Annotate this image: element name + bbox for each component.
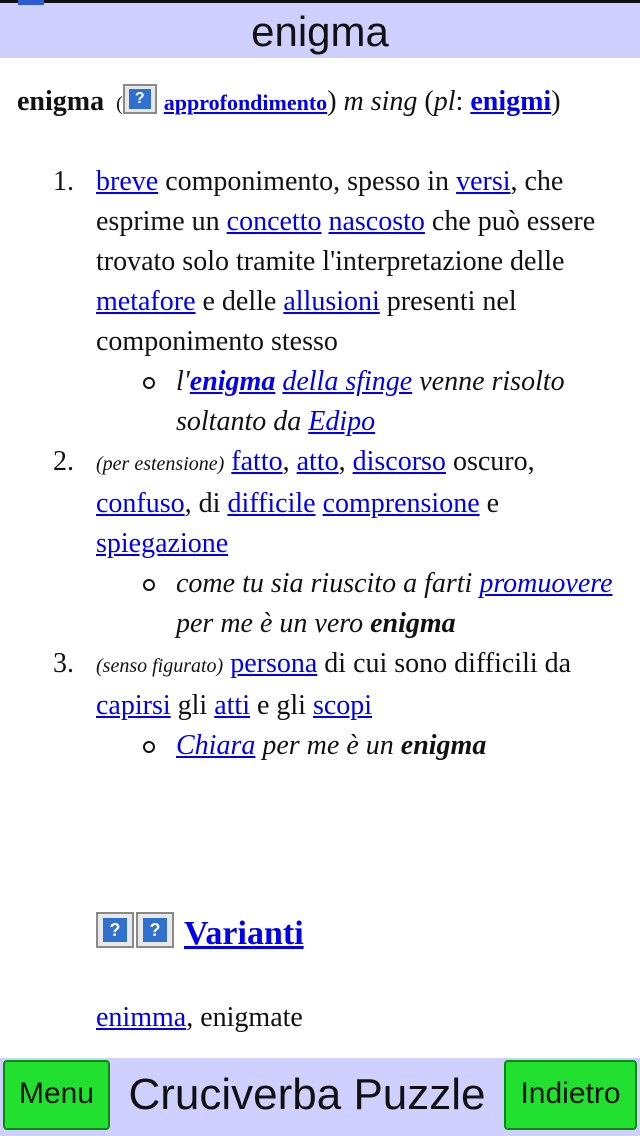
corner-tab — [18, 0, 44, 5]
definition-number: 2. — [53, 446, 74, 477]
examples-list — [96, 726, 627, 766]
text-fragment: , — [338, 446, 353, 477]
definition-item — [17, 644, 627, 766]
info-icon[interactable]: ? — [96, 912, 134, 948]
word-link[interactable]: scopi — [312, 690, 373, 721]
text-fragment: come tu sia riuscito a farti — [176, 568, 480, 599]
word-link[interactable]: nascosto — [328, 206, 425, 237]
definition-text — [96, 162, 627, 362]
plural-link[interactable]: enigmi — [470, 86, 552, 117]
approfondimento-link[interactable]: approfondimento — [163, 90, 328, 115]
text-fragment: che può essere trovato solo tramite l'interpretazione delle — [96, 206, 596, 277]
word-link[interactable]: promuovere — [479, 568, 613, 599]
examples-list — [96, 362, 627, 442]
usage-label: (senso figurato) — [96, 655, 224, 677]
text-fragment: , che esprime un — [96, 166, 564, 237]
app-name: Cruciverba Puzzle — [128, 1070, 486, 1119]
text-fragment: presenti nel componimento stesso — [96, 286, 517, 357]
variant-text: , enigmate — [186, 1002, 303, 1033]
example-item — [96, 726, 627, 766]
text-fragment: gli — [170, 690, 215, 721]
word-link[interactable]: Chiara — [176, 730, 256, 761]
word-link[interactable]: comprensione — [322, 488, 480, 519]
text-fragment: e delle — [195, 286, 284, 317]
text-fragment: , di — [184, 488, 228, 519]
text-fragment: venne risolto soltanto da — [176, 366, 565, 437]
word-link[interactable]: fatto — [231, 446, 283, 477]
usage-label: (per estensione) — [96, 453, 225, 475]
back-button[interactable]: Indietro — [504, 1060, 637, 1130]
example-item — [96, 362, 627, 442]
definition-number: 1. — [53, 166, 74, 197]
gender-label: m sing — [343, 86, 418, 117]
word-link[interactable]: capirsi — [96, 690, 171, 721]
word-link[interactable]: Edipo — [308, 406, 376, 437]
text-fragment: di cui sono difficili da — [317, 648, 572, 679]
headword: enigma — [17, 86, 105, 117]
text-fragment: componimento, spesso in — [158, 166, 457, 197]
plural-label: pl — [433, 86, 456, 117]
bullet-icon — [143, 579, 155, 591]
text-fragment: oscuro, — [445, 446, 535, 477]
variants-section — [96, 912, 304, 956]
text-fragment: l' — [176, 366, 190, 397]
top-bar — [0, 0, 640, 58]
text-fragment: enigma — [400, 730, 487, 761]
word-link[interactable]: persona — [230, 648, 318, 679]
word-link[interactable]: discorso — [352, 446, 446, 477]
word-link[interactable]: difficile — [227, 488, 316, 519]
text-fragment: per me è un — [255, 730, 401, 761]
text-fragment: per me è un vero — [176, 608, 371, 639]
variant-link[interactable]: enimma — [96, 1002, 187, 1033]
word-link[interactable]: versi — [456, 166, 511, 197]
definition-text — [96, 442, 627, 564]
word-link[interactable]: allusioni — [283, 286, 380, 317]
word-link[interactable]: confuso — [96, 488, 185, 519]
text-fragment: enigma — [370, 608, 456, 639]
text-fragment: , — [282, 446, 297, 477]
word-link[interactable]: metafore — [96, 286, 196, 317]
text-fragment: e — [479, 488, 500, 519]
example-item — [96, 564, 627, 644]
info-icon[interactable]: ? — [123, 84, 157, 114]
word-link[interactable]: atto — [296, 446, 339, 477]
text-fragment: e gli — [249, 690, 313, 721]
word-link[interactable]: breve — [96, 166, 159, 197]
word-link[interactable]: concetto — [226, 206, 322, 237]
definition-item — [17, 442, 627, 644]
bullet-icon — [143, 377, 155, 389]
entry-header: enigma ( ? approfondimento) m sing (pl: enigmi) — [17, 86, 561, 117]
bottom-bar — [0, 1058, 640, 1136]
paren-open: ( — [111, 93, 123, 115]
word-link[interactable]: della sfinge — [282, 366, 413, 397]
variants-list — [96, 998, 303, 1038]
entry-content — [17, 82, 627, 766]
word-link[interactable]: spiegazione — [96, 528, 229, 559]
status-strip — [0, 0, 640, 3]
variants-title-link[interactable]: Varianti — [184, 915, 304, 952]
definition-text — [96, 644, 627, 726]
page-title: enigma — [251, 8, 389, 55]
bullet-icon — [143, 741, 155, 753]
word-link[interactable]: atti — [214, 690, 250, 721]
definition-number: 3. — [53, 648, 74, 679]
word-link[interactable]: enigma — [189, 366, 276, 397]
text-fragment — [316, 488, 323, 519]
examples-list — [96, 564, 627, 644]
definition-item — [17, 162, 627, 442]
info-icon[interactable]: ? — [136, 912, 174, 948]
definitions-list — [17, 162, 627, 766]
menu-button[interactable]: Menu — [3, 1060, 110, 1130]
